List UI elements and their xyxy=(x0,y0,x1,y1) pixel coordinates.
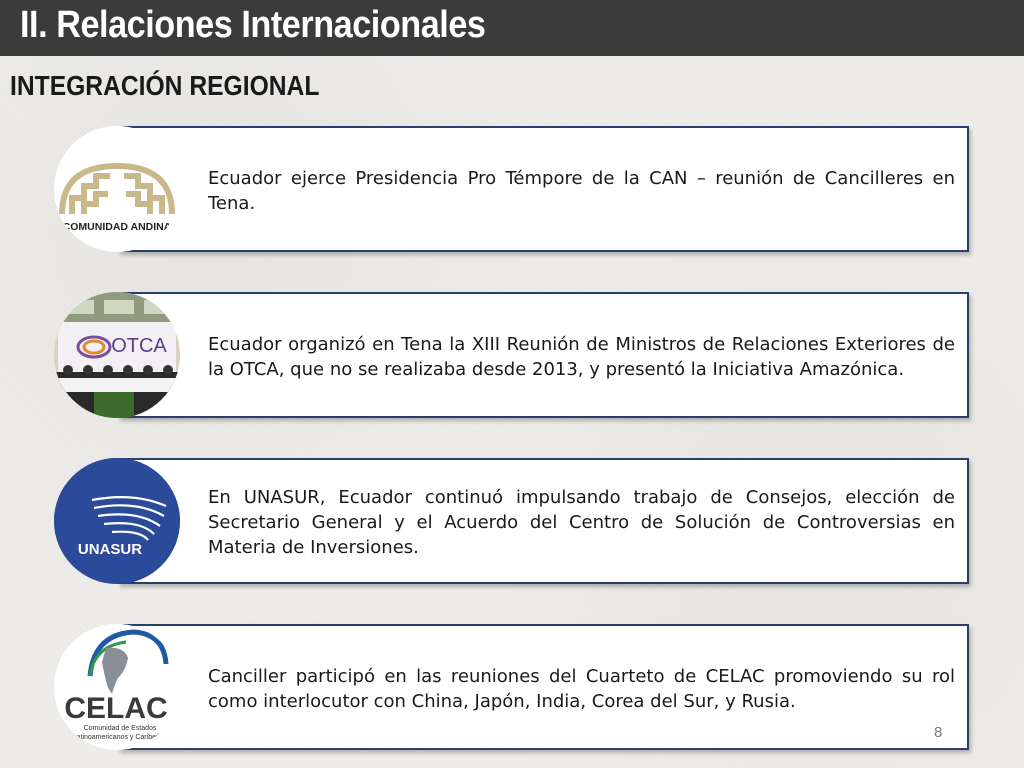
celac-logo-subtext-1: Comunidad de Estados xyxy=(83,725,157,732)
otca-meeting-photo xyxy=(54,292,180,418)
item-otca xyxy=(0,292,1024,422)
celac-logo xyxy=(54,624,180,750)
item-text: En UNASUR, Ecuador continuó impulsando trabajo de Consejos, elección de Secretario General y el Acuerdo del Centro de Solución de Controversias en Materia de Inversiones. xyxy=(208,487,955,558)
item-box xyxy=(118,126,969,252)
item-text: Ecuador organizó en Tena la XIII Reunión de Ministros de Relaciones Exteriores de la OTCA, que no se realizaba desde 2013, y presentó la Iniciativa Amazónica. xyxy=(208,334,955,380)
item-text: Canciller participó en las reuniones del Cuarteto de CELAC promoviendo su rol como interlocutor con China, Japón, India, Corea del Sur, y Rusia. xyxy=(208,666,955,712)
item-text: Ecuador ejerce Presidencia Pro Témpore de la CAN – reunión de Cancilleres en Tena. xyxy=(208,168,955,214)
title-bar xyxy=(0,0,1024,56)
slide-title: II. Relaciones Internacionales xyxy=(20,4,486,46)
item-box xyxy=(118,292,969,418)
unasur-logo xyxy=(54,458,180,584)
item-celac xyxy=(0,624,1024,754)
section-subtitle: INTEGRACIÓN REGIONAL xyxy=(10,70,320,101)
comunidad-andina-logo xyxy=(54,126,180,252)
celac-logo-subtext-2: Latinoamericanos y Caribeños xyxy=(72,734,168,741)
item-box xyxy=(118,458,969,584)
item-unasur xyxy=(0,458,1024,588)
page-number: 8 xyxy=(934,724,943,741)
otca-photo-text: OTCA xyxy=(111,335,167,357)
can-logo-text: COMUNIDAD ANDINA xyxy=(62,221,172,233)
celac-logo-text: CELAC xyxy=(64,692,168,725)
item-can xyxy=(0,126,1024,256)
item-box xyxy=(118,624,969,750)
unasur-logo-text: UNASUR xyxy=(77,541,143,558)
